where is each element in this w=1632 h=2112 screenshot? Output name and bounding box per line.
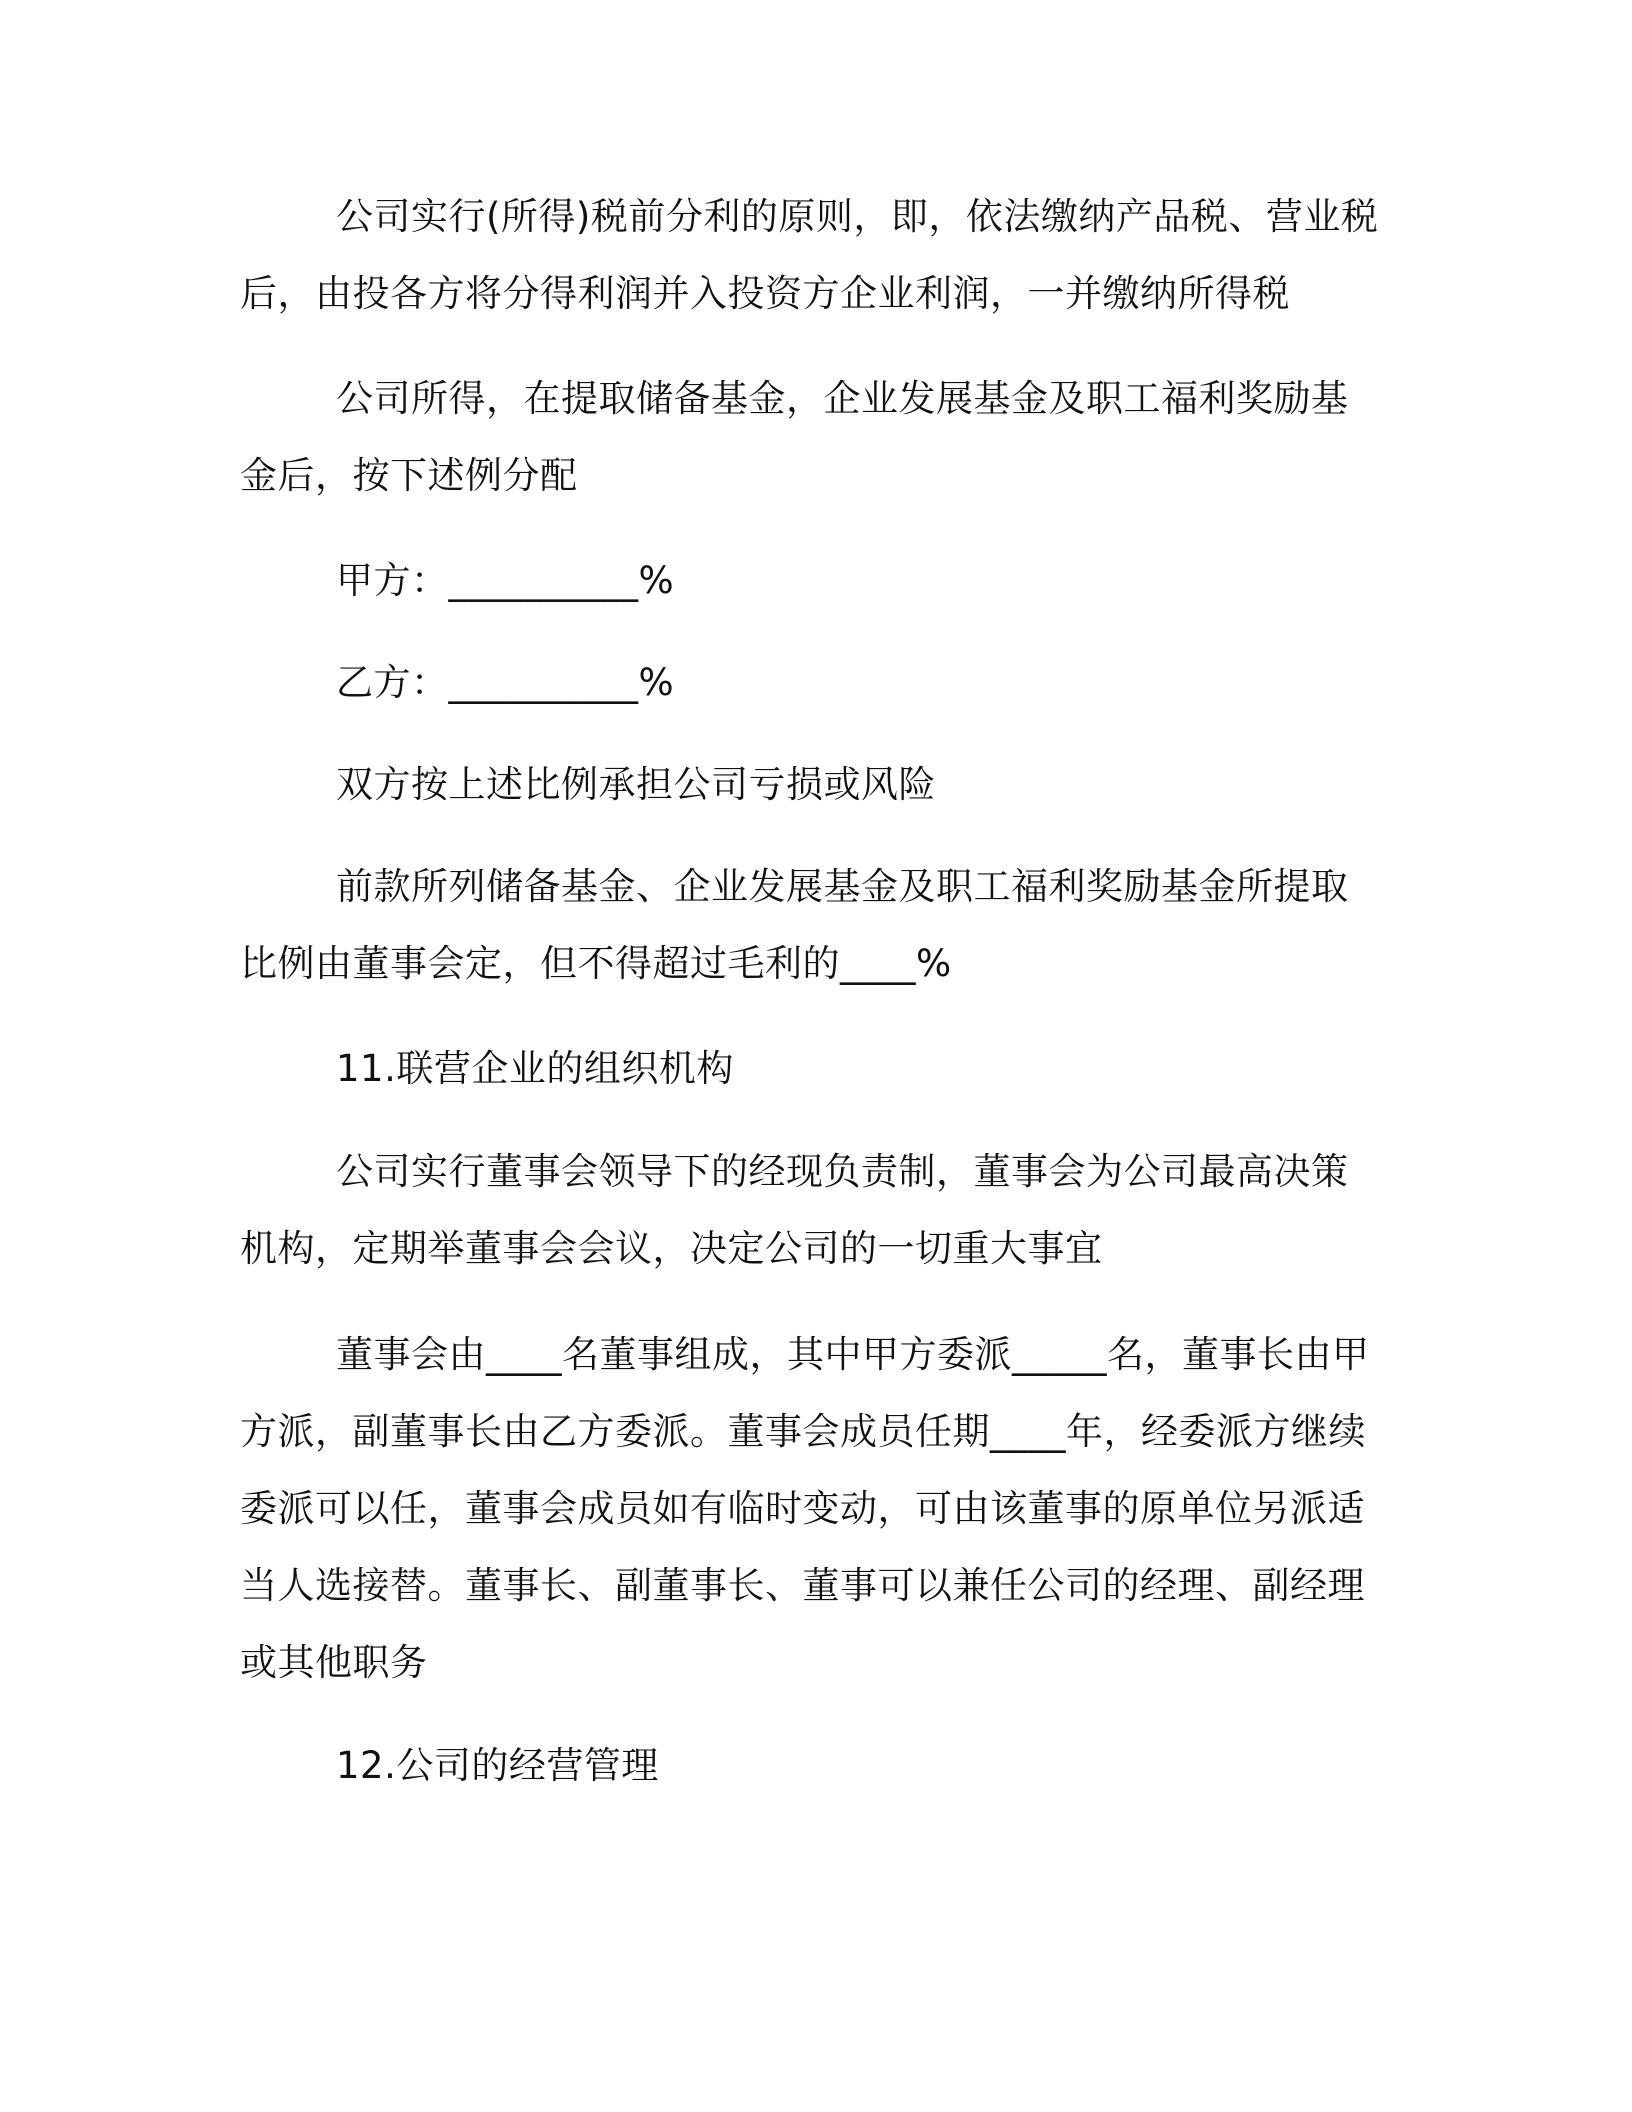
paragraph-board-system: 公司实行董事会领导下的经现负责制，董事会为公司最高决策机构，定期举董事会会议，决定公司的一切重大事宜	[240, 1150, 1349, 1270]
paragraph-loss-sharing: 双方按上述比例承担公司亏损或风险	[336, 763, 936, 806]
paragraph-party-a-ratio: 甲方：__________%	[336, 559, 675, 602]
paragraph-tax-principle: 公司实行(所得)税前分利的原则，即，依法缴纳产品税、营业税后，由投各方将分得利润并入投资方企业利润，一并缴纳所得税	[240, 195, 1379, 315]
paragraph-party-b-ratio: 乙方：__________%	[336, 661, 675, 704]
paragraph-fund-ratio: 前款所列储备基金、企业发展基金及职工福利奖励基金所提取比例由董事会定，但不得超过毛利的____%	[240, 865, 1349, 985]
section-heading-organization: 11.联营企业的组织机构	[336, 1047, 734, 1090]
paragraph-board-composition: 董事会由____名董事组成，其中甲方委派_____名，董事长由甲方派，副董事长由乙方委派。董事会成员任期____年，经委派方继续委派可以任，董事会成员如有临时变动，可由该董事的原单位另派适当人选接替。董事长、副董事长、董事可以兼任公司的经理、副经理或其他职务	[240, 1333, 1370, 1684]
paragraph-profit-distribution: 公司所得，在提取储备基金，企业发展基金及职工福利奖励基金后，按下述例分配	[240, 377, 1349, 497]
section-heading-management: 12.公司的经营管理	[336, 1744, 659, 1787]
